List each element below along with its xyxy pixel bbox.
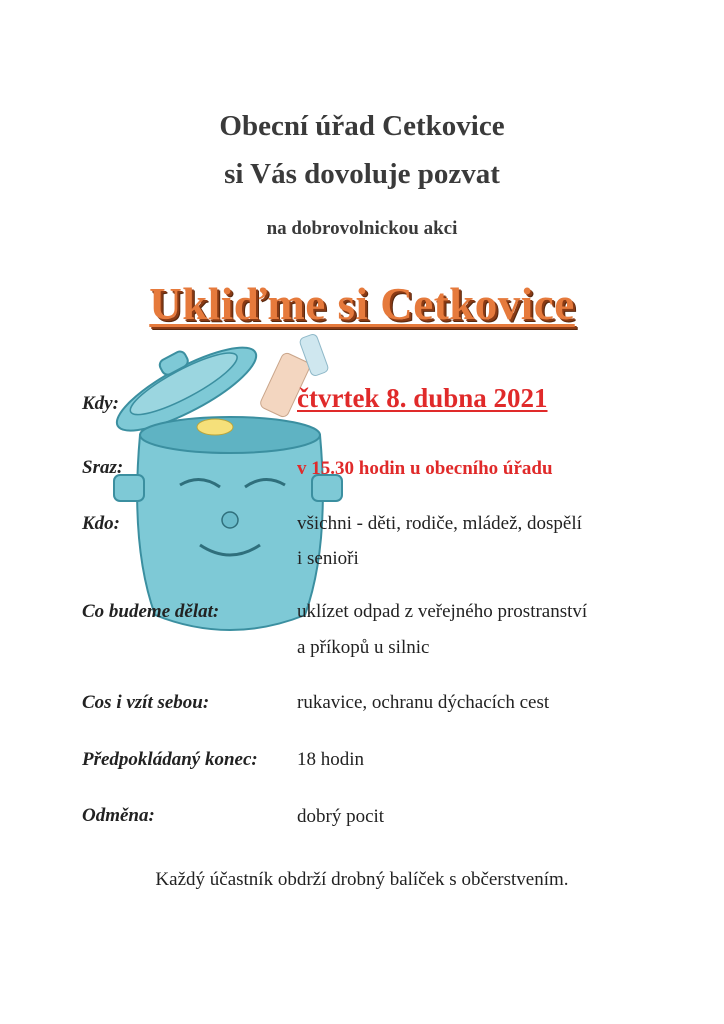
value-when: čtvrtek 8. dubna 2021 bbox=[297, 383, 548, 413]
value-who-line1: všichni - děti, rodiče, mládež, dospělí bbox=[297, 513, 582, 534]
label-activity: Co budeme dělat: bbox=[82, 601, 220, 622]
label-end: Předpokládaný konec: bbox=[82, 749, 258, 770]
value-end: 18 hodin bbox=[297, 749, 365, 770]
label-reward: Odměna: bbox=[82, 805, 155, 826]
value-meeting: v 15.30 hodin u obecního úřadu bbox=[297, 458, 553, 479]
value-reward: dobrý pocit bbox=[297, 806, 385, 827]
label-bring: Cos i vzít sebou: bbox=[82, 692, 210, 713]
value-activity-line1: uklízet odpad z veřejného prostranství bbox=[297, 601, 588, 622]
event-title: Ukliďme si Cetkovice bbox=[149, 279, 575, 329]
label-meeting: Sraz: bbox=[82, 457, 124, 478]
value-bring: rukavice, ochranu dýchacích cest bbox=[297, 692, 550, 713]
label-who: Kdo: bbox=[82, 513, 120, 534]
value-who-line2: i senioři bbox=[297, 548, 359, 569]
header-line-1: Obecní úřad Cetkovice bbox=[219, 110, 505, 142]
value-activity-line2: a příkopů u silnic bbox=[297, 637, 430, 658]
header-line-3: na dobrovolnickou akci bbox=[266, 218, 458, 239]
header-line-2: si Vás dovoluje pozvat bbox=[224, 158, 500, 190]
label-when: Kdy: bbox=[82, 393, 119, 414]
footer-note: Každý účastník obdrží drobný balíček s občerstvením. bbox=[155, 869, 569, 890]
